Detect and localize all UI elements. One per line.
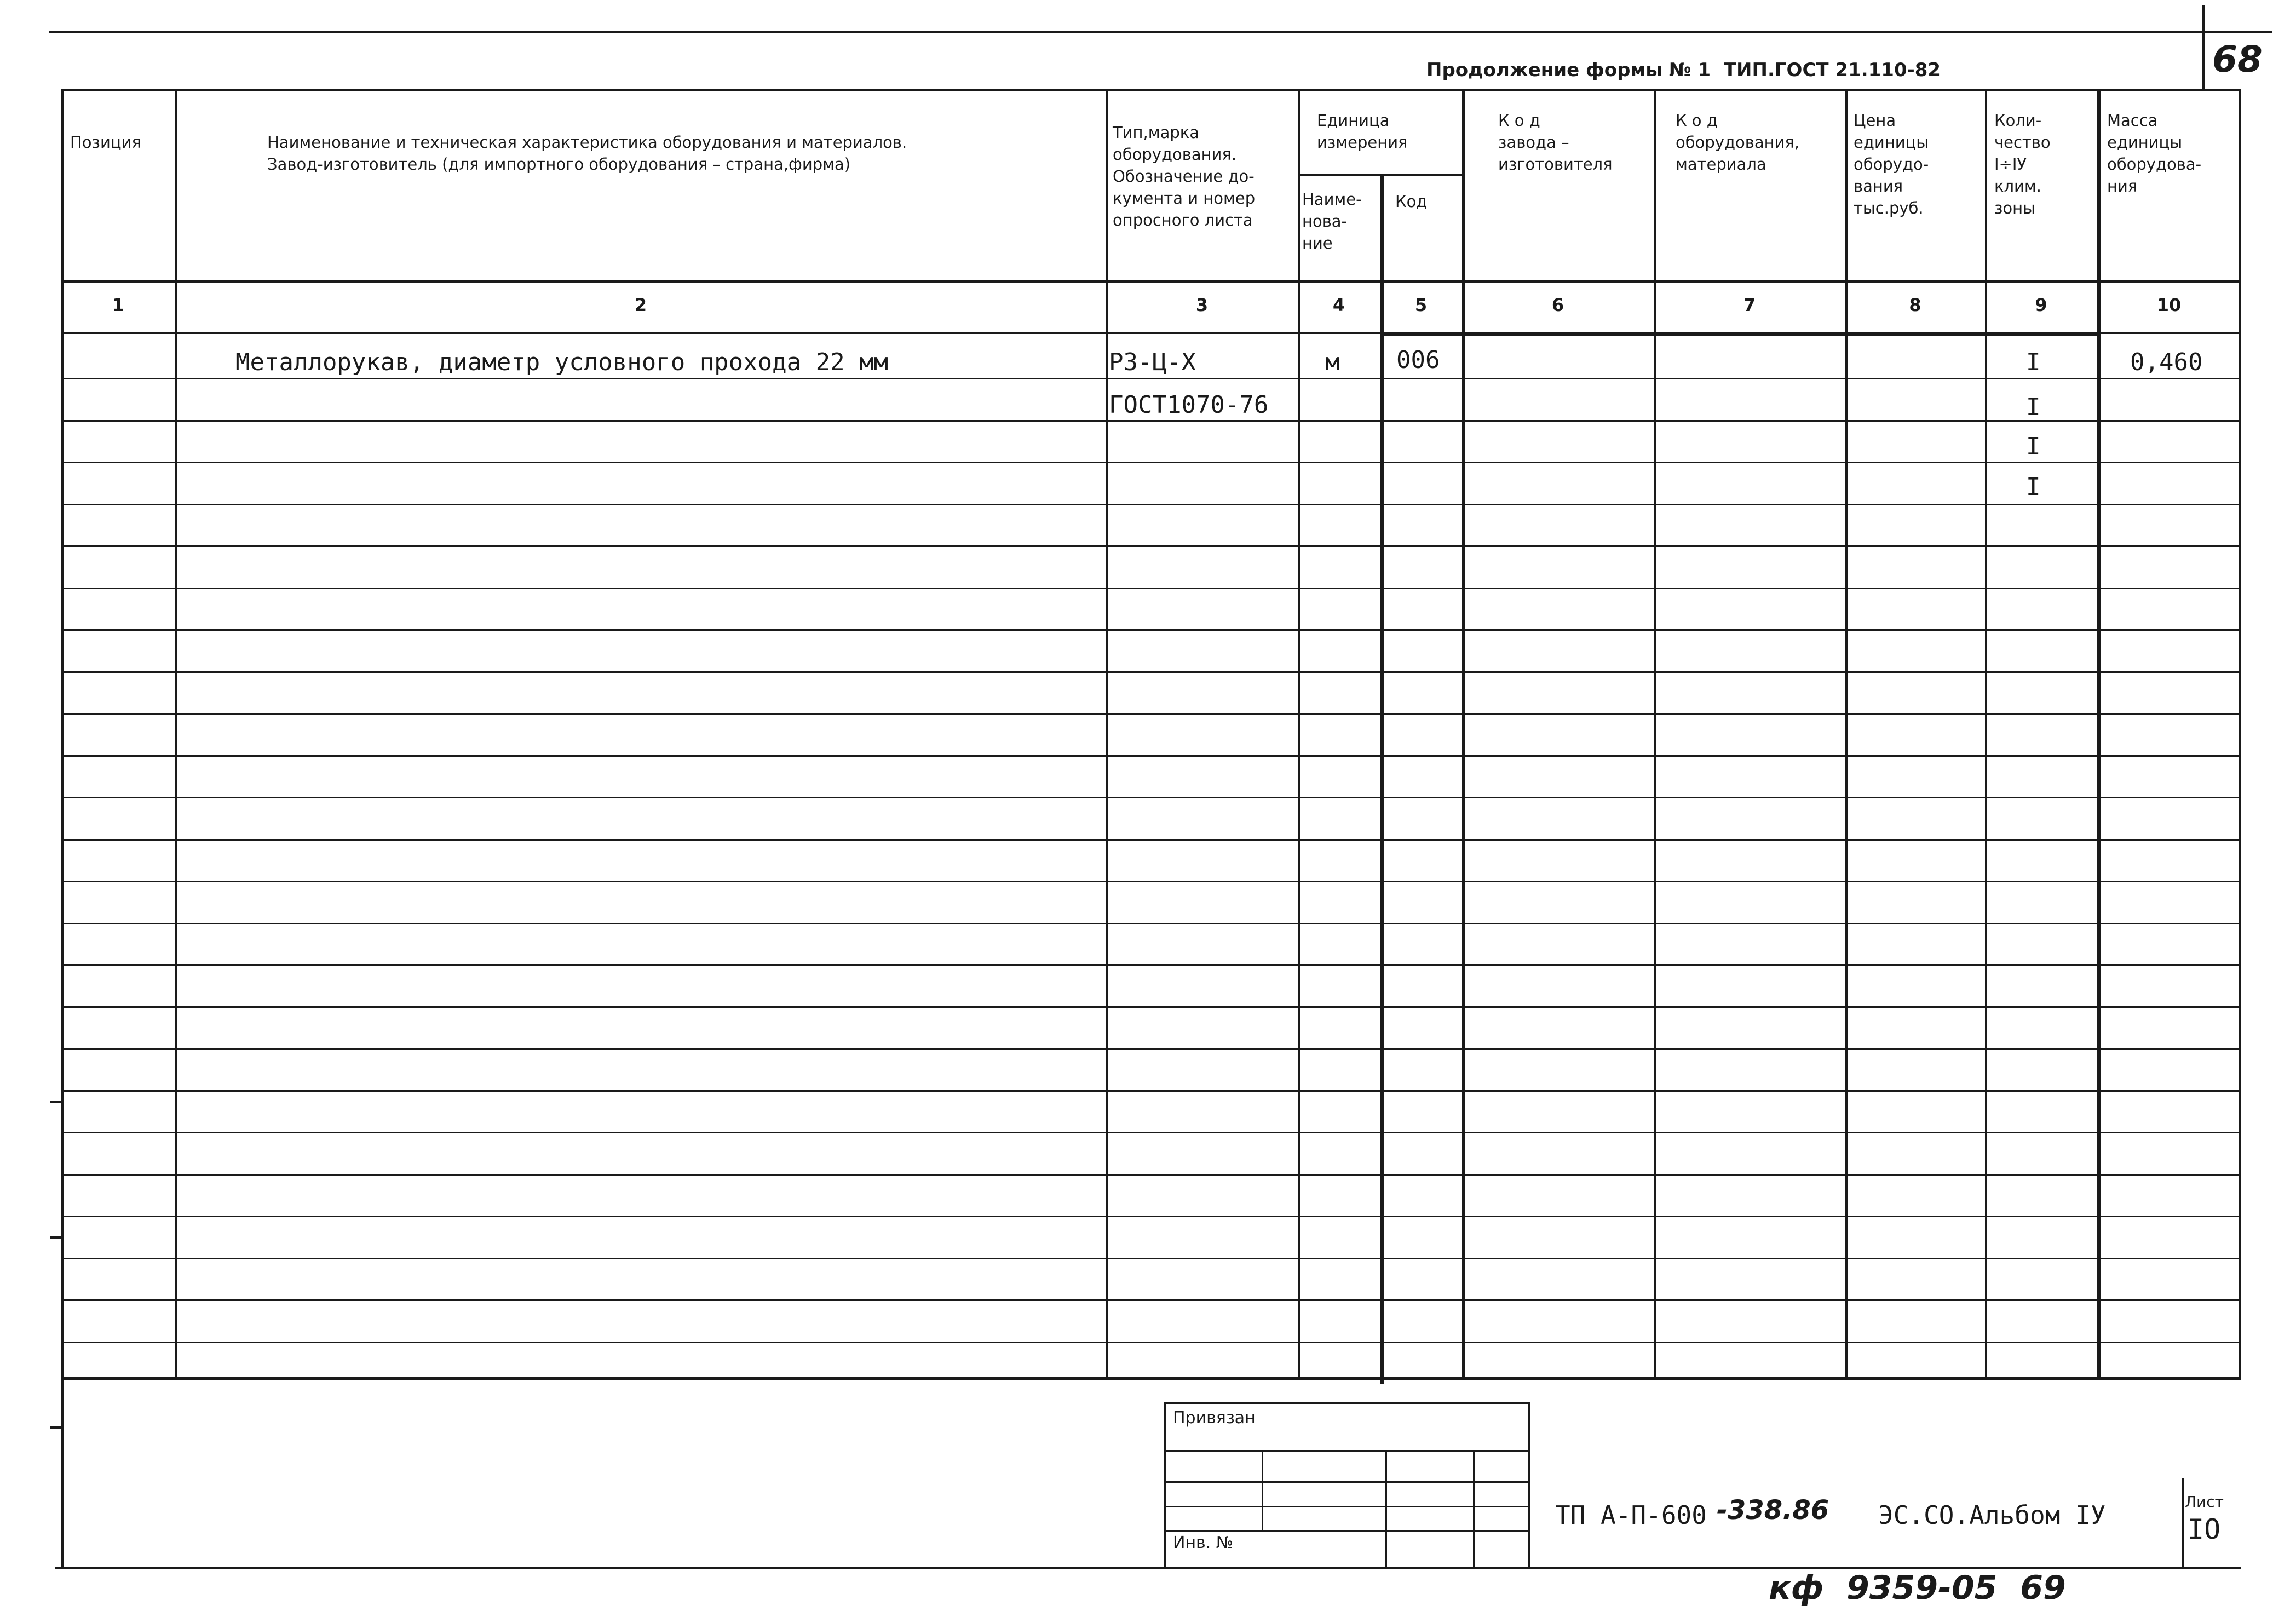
column-number-7: 7 — [1743, 295, 1756, 315]
col-line-7 — [1845, 89, 1848, 1378]
row-line — [61, 1174, 2241, 1176]
row2-type: ГОСТ1070-76 — [1109, 391, 1269, 419]
column-number-1: 1 — [112, 295, 125, 315]
header-type-mark: Тип,марка оборудования. Обозначение до- кумента и номер опросного листа — [1113, 123, 1256, 229]
header-plant-code: К о д завода – изготовителя — [1498, 111, 1613, 174]
stamp-line-4 — [1164, 1530, 1530, 1532]
form-caption: Продолжение формы № 1 ТИП.ГОСТ 21.110-82 — [1426, 59, 1941, 81]
stamp-doc-code-hand: -338.86 — [1717, 1495, 1829, 1526]
page-number-top: 68 — [2212, 38, 2263, 80]
top-border-line — [49, 31, 2272, 33]
col-line-4 — [1380, 174, 1384, 1384]
row1-qty: I — [2026, 348, 2041, 376]
row-line — [61, 1258, 2241, 1259]
header-unit-code: Код — [1395, 192, 1428, 211]
page-number-divider — [2202, 5, 2205, 89]
column-number-2: 2 — [634, 295, 647, 315]
stamp-sheet-number: IO — [2188, 1514, 2221, 1545]
table-top-border — [61, 89, 2241, 91]
row-line — [61, 1342, 2241, 1343]
sheet-box-line — [2182, 1478, 2184, 1569]
col-line-9 — [2097, 89, 2101, 1378]
stamp-outer-right — [1528, 1402, 1530, 1569]
row-line — [61, 964, 2241, 966]
row-line — [61, 671, 2241, 673]
row-line — [61, 839, 2241, 841]
row-line — [61, 378, 2241, 379]
header-unit-price: Цена единицы оборудо- вания тыс.руб. — [1854, 111, 1929, 217]
header-name-description: Наименование и техническая характеристика оборудования и материалов. Завод-изготовитель (для импортного оборудования – страна,фирма) — [267, 133, 907, 174]
row-line — [61, 1006, 2241, 1008]
header-position: Позиция — [70, 133, 141, 152]
table-bottom-border — [61, 1377, 2241, 1380]
stamp-line-3 — [1164, 1506, 1530, 1507]
header-unit-mass: Масса единицы оборудова- ния — [2107, 111, 2202, 195]
row1-unit: м — [1325, 348, 1340, 376]
row-line — [61, 504, 2241, 505]
footer-handwritten-code: кф 9359-05 69 — [1769, 1569, 2066, 1607]
row-line — [61, 420, 2241, 422]
stamp-sheet-label: Лист — [2185, 1493, 2224, 1511]
bold-frame-top — [1380, 332, 2101, 336]
row-line — [61, 1090, 2241, 1092]
stamp-vline-3 — [1473, 1450, 1475, 1568]
col-line-8 — [1985, 89, 1987, 1378]
row-line — [61, 588, 2241, 589]
row3-qty: I — [2026, 433, 2041, 461]
row-line — [61, 923, 2241, 924]
row4-qty: I — [2026, 473, 2041, 501]
row-line — [61, 713, 2241, 715]
column-number-6: 6 — [1551, 295, 1564, 315]
row1-name: Металлорукав, диаметр условного прохода 22 мм — [235, 348, 889, 376]
row1-mass: 0,460 — [2130, 348, 2203, 376]
stamp-album: ЭС.СО.Альбом IУ — [1878, 1500, 2106, 1530]
col-line-3 — [1298, 89, 1300, 1378]
row-line — [61, 545, 2241, 547]
row1-type: РЗ-Ц-Х — [1109, 348, 1196, 376]
col-line-right — [2239, 89, 2241, 1378]
column-number-3: 3 — [1195, 295, 1209, 315]
header-bottom-line — [61, 280, 2241, 283]
row2-qty: I — [2026, 393, 2041, 421]
row-line — [61, 881, 2241, 882]
row-line — [61, 462, 2241, 463]
col-line-5 — [1462, 89, 1465, 1378]
header-equipment-code: К о д оборудования, материала — [1676, 111, 1800, 174]
stamp-doc-code: ТП А-П-600 — [1555, 1500, 1707, 1530]
row-line — [61, 755, 2241, 757]
column-number-4: 4 — [1332, 295, 1345, 315]
stamp-line-2 — [1164, 1481, 1530, 1483]
margin-tick-1 — [50, 1101, 62, 1103]
stamp-privyazan: Привязан — [1173, 1408, 1256, 1428]
col-line-1 — [175, 89, 177, 1378]
column-number-5: 5 — [1414, 295, 1428, 315]
header-unit-name: Наиме- нова- ние — [1302, 190, 1362, 252]
margin-tick-2 — [50, 1236, 62, 1239]
stamp-outer-top — [1164, 1402, 1530, 1404]
column-number-9: 9 — [2035, 295, 2047, 315]
column-number-8: 8 — [1909, 295, 1921, 315]
col-line-2 — [1106, 89, 1108, 1378]
row-line — [61, 1299, 2241, 1301]
header-unit-group: Единица измерения — [1317, 111, 1408, 152]
row-line — [61, 1048, 2241, 1050]
header-quantity: Коли- чество I÷IУ клим. зоны — [1994, 111, 2051, 217]
row1-code: 006 — [1396, 346, 1440, 374]
row-line — [61, 629, 2241, 631]
stamp-line-1 — [1164, 1450, 1530, 1452]
stamp-inv: Инв. № — [1173, 1533, 1234, 1552]
row-line — [61, 1216, 2241, 1217]
row-line — [61, 1132, 2241, 1133]
col-line-6 — [1654, 89, 1656, 1378]
stamp-vline-2 — [1385, 1450, 1387, 1568]
stamp-outer-left — [1164, 1402, 1166, 1569]
column-number-10: 10 — [2156, 295, 2182, 315]
row-line — [61, 797, 2241, 798]
stamp-vline-1 — [1262, 1450, 1263, 1532]
margin-tick-3 — [50, 1426, 62, 1429]
